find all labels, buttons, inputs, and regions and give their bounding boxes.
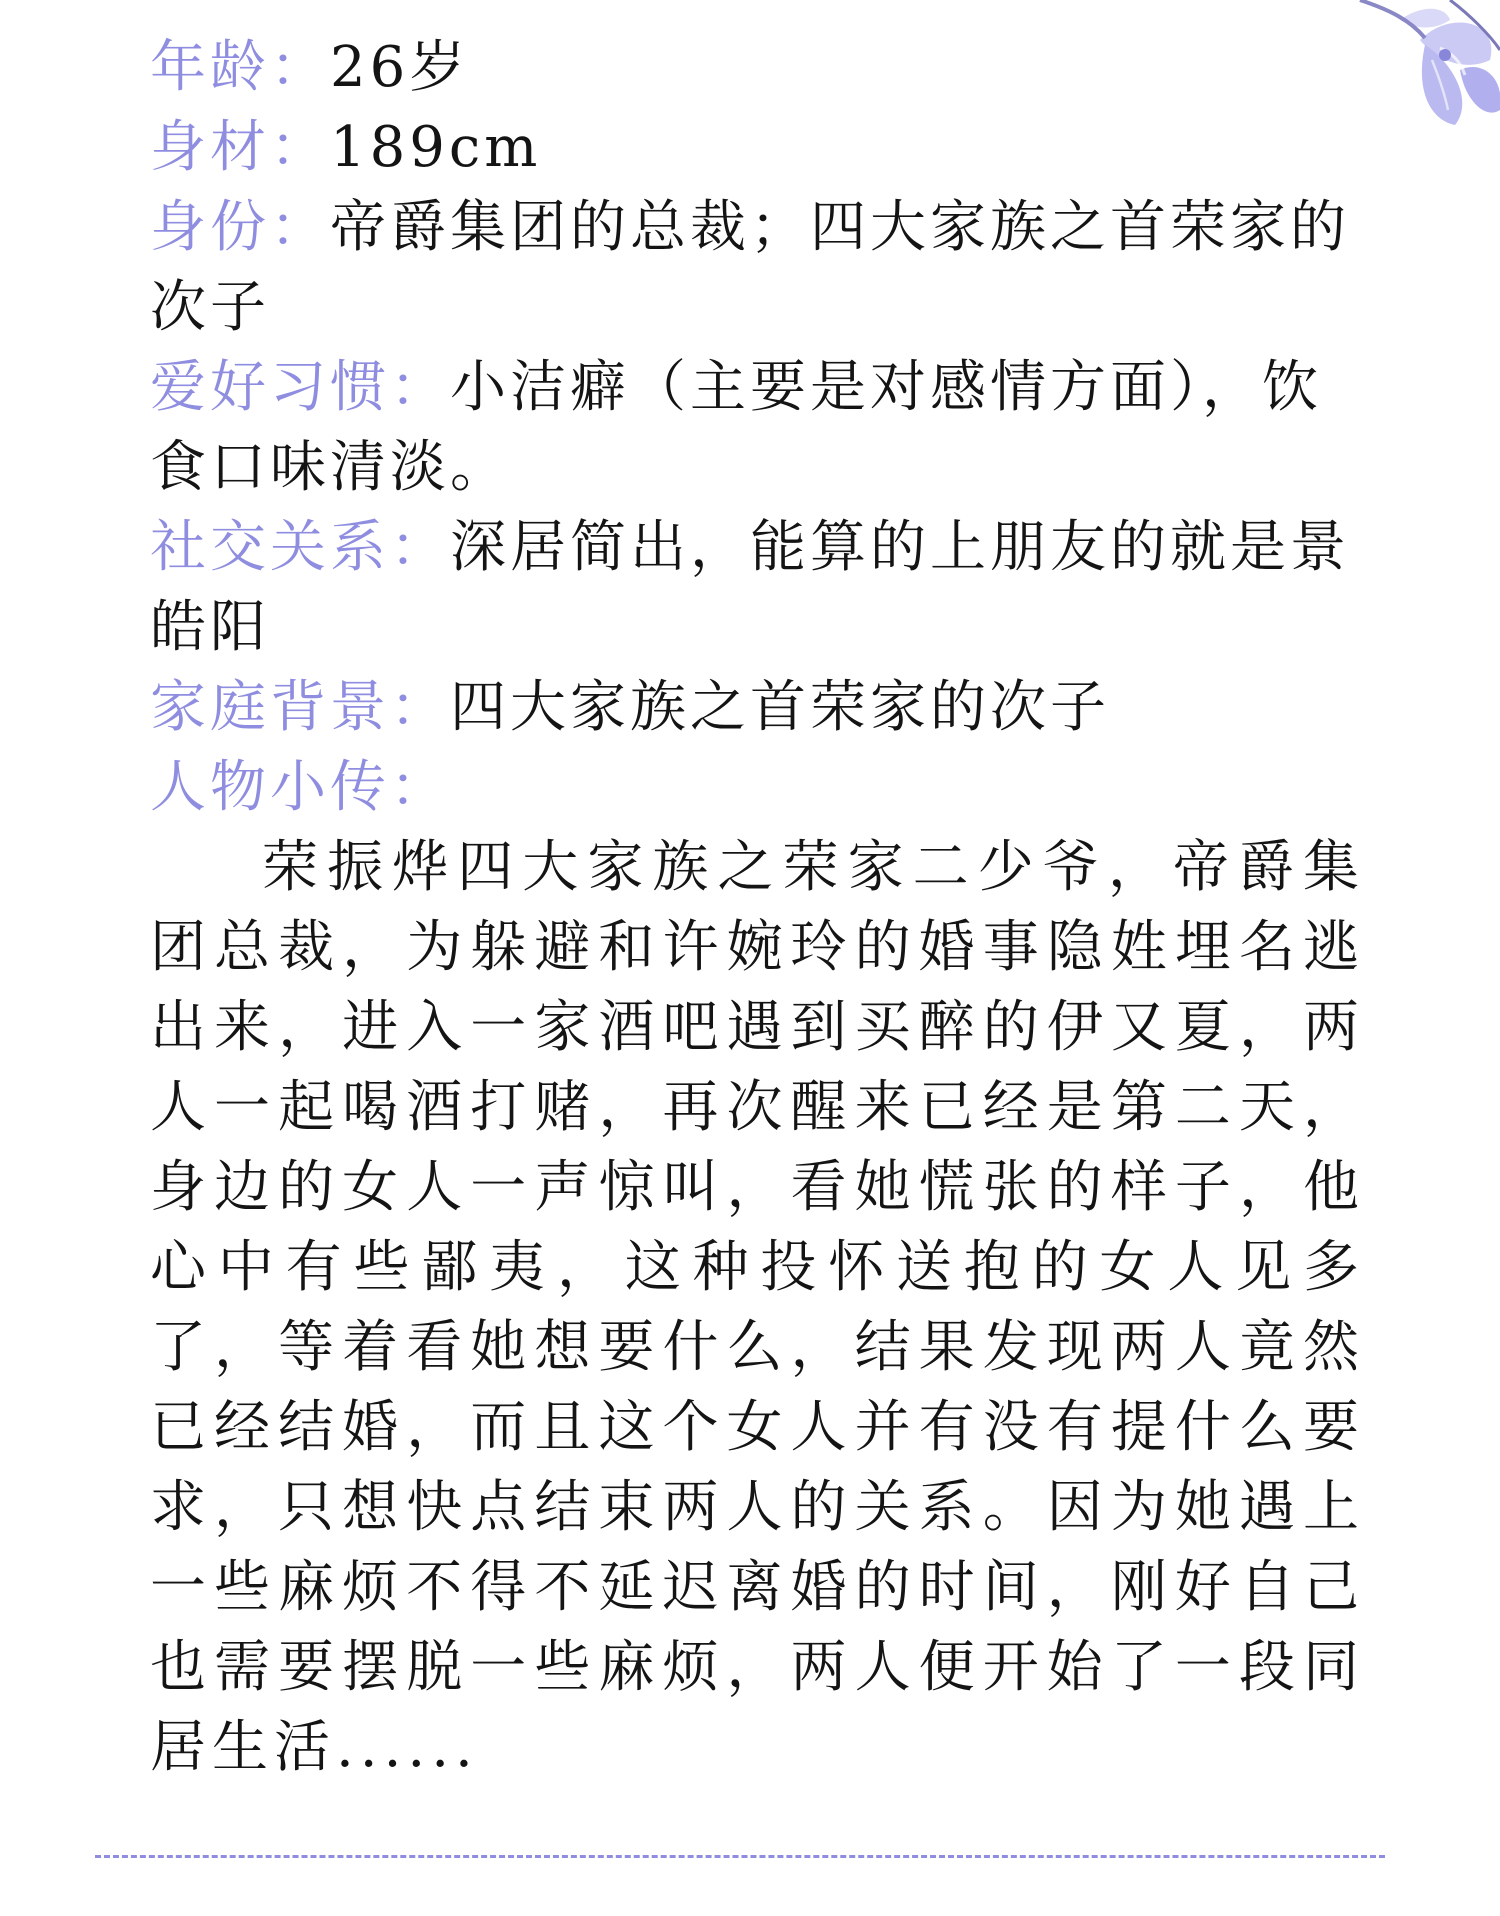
field-family-value: 四大家族之首荣家的次子 bbox=[450, 675, 1110, 740]
field-identity-label: 身份： bbox=[150, 195, 330, 260]
field-social-label: 社交关系： bbox=[150, 515, 450, 580]
field-family-label: 家庭背景： bbox=[150, 675, 450, 740]
field-age-value: 26岁 bbox=[330, 35, 470, 100]
profile-content bbox=[150, 28, 1365, 1788]
field-identity-value: 帝爵集团的总裁；四大家族之首荣家的次子 bbox=[150, 195, 1350, 340]
bio-heading: 人物小传： bbox=[150, 755, 450, 820]
field-hobbies bbox=[150, 348, 1365, 508]
field-height-value: 189cm bbox=[330, 115, 542, 180]
field-age-label: 年龄： bbox=[150, 35, 330, 100]
field-hobbies-value: 小洁癖（主要是对感情方面），饮食口味清淡。 bbox=[150, 355, 1322, 500]
field-age bbox=[150, 28, 1365, 108]
field-hobbies-label: 爱好习惯： bbox=[150, 355, 450, 420]
dashed-divider bbox=[95, 1855, 1385, 1858]
field-social-value: 深居简出，能算的上朋友的就是景皓阳 bbox=[150, 515, 1350, 660]
field-social bbox=[150, 508, 1365, 668]
field-height bbox=[150, 108, 1365, 188]
field-family bbox=[150, 668, 1365, 748]
field-height-label: 身材： bbox=[150, 115, 330, 180]
bio-text: 荣振烨四大家族之荣家二少爷，帝爵集团总裁，为躲避和许婉玲的婚事隐姓埋名逃出来，进入一家酒吧遇到买醉的伊又夏，两人一起喝酒打赌，再次醒来已经是第二天，身边的女人一声惊叫，看她慌张的样子，他心中有些鄙夷，这种投怀送抱的女人见多了，等着看她想要什么，结果发现两人竟然已经结婚，而且这个女人并有没有提什么要求，只想快点结束两人的关系。因为她遇上一些麻烦不得不延迟离婚的时间，刚好自己也需要摆脱一些麻烦，两人便开始了一段同居生活...... bbox=[150, 835, 1365, 1780]
field-identity bbox=[150, 188, 1365, 348]
